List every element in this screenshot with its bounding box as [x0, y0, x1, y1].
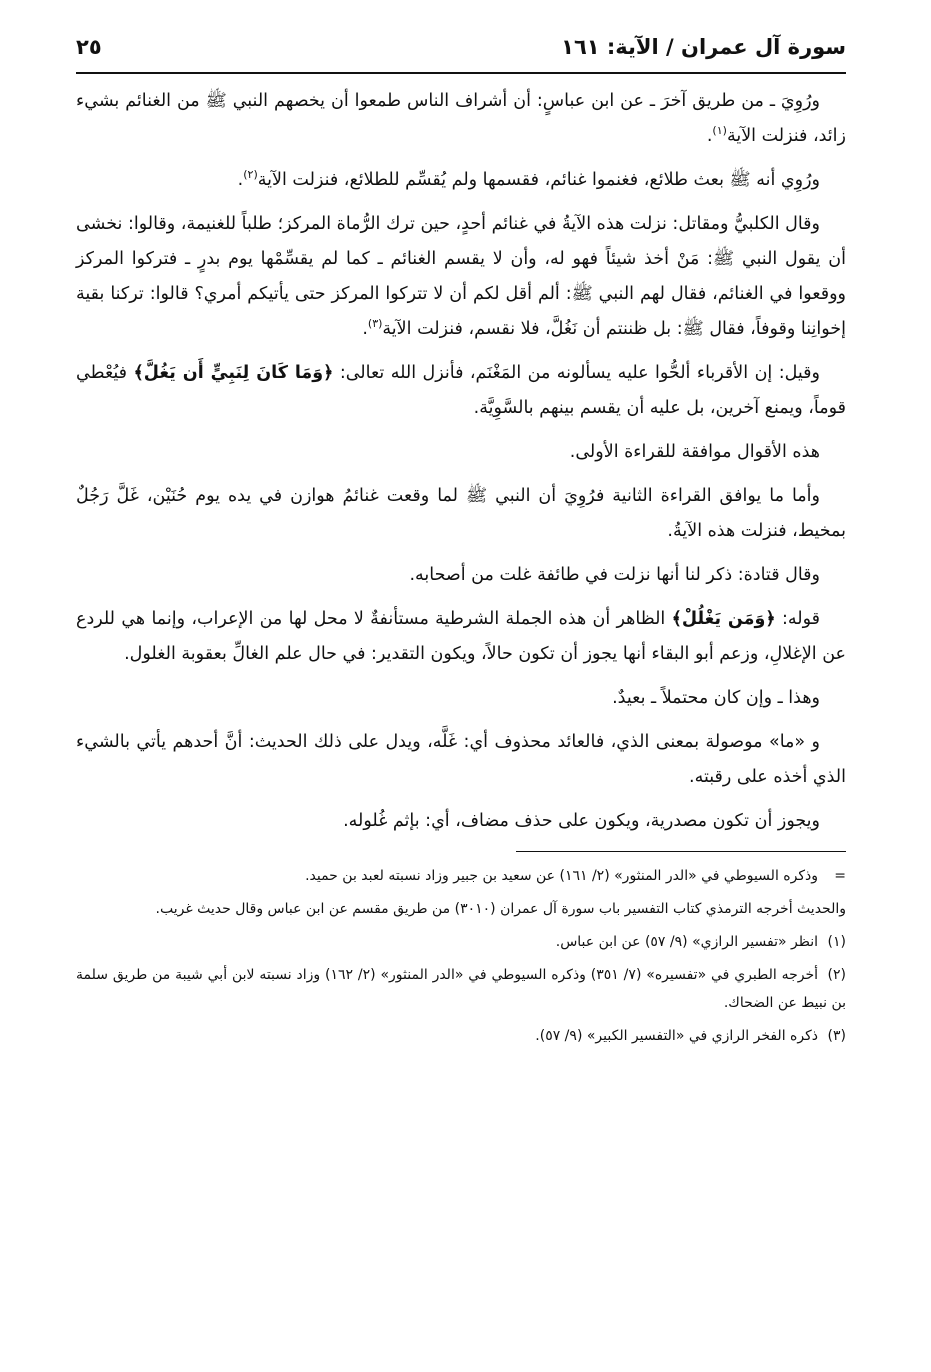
- footnote-number: (٢): [827, 967, 847, 983]
- footnote-ref: (٣): [367, 317, 383, 331]
- footnote-number: (٣): [827, 1028, 846, 1044]
- footnote: (١)انظر «تفسير الرازي» (٩/ ٥٧) عن ابن عباس.: [76, 928, 846, 956]
- quran-verse: ﴿وَمَا كَانَ لِنَبِيٍّ أَن يَغُلَّ﴾: [133, 363, 334, 383]
- paragraph: هذه الأقوال موافقة للقراءة الأولى.: [569, 442, 820, 462]
- running-title: سورة آل عمران / الآية: ١٦١: [561, 35, 846, 59]
- book-page: [76, 28, 846, 1348]
- paragraph: وهذا ـ وإن كان محتملاً ـ بعيدٌ.: [612, 688, 820, 708]
- paragraph: ورُوِيَ ـ من طريق آخرَ ـ عن ابن عباسٍ: أن أشراف الناس طمعوا أن يخصهم النبي ﷺ من الغنائم بشيء زائد، فنزلت الآية$^{(١)}$.: [76, 91, 846, 146]
- footnote-ref: (٢): [243, 168, 258, 182]
- quran-verse: ﴿وَمَن يَغْلُلْ﴾: [671, 609, 776, 629]
- footnote-divider: [516, 851, 846, 852]
- footnote-number: (١): [827, 934, 846, 950]
- page-number: ٢٥: [76, 35, 102, 59]
- paragraph: وقال الكلبيُّ ومقاتل: نزلت هذه الآيةُ في غنائم أحدٍ، حين ترك الرُّماة المركز؛ طلباً للغنيمة، وقالوا: نخشى أن يقول النبي ﷺ: مَنْ أخذ شيئاً فهو له، وأن لا يقسم الغنائم ـ كما لم يقسِّمْها يوم بدرٍ ـ فتركوا المركز ووقعوا في الغنائم، فقال لهم النبي ﷺ: ألم أقل لكم أن لا تتركوا المركز حتى يأتيكم أمري؟ قالوا: تركنا بقية إخوانِنا وقوفاً، فقال ﷺ: بل ظننتم أن نَغُلَّ، فلا نقسم، فنزلت الآية$^{(٣)}$.: [76, 214, 846, 339]
- paragraph: وقيل: إن الأقرباء ألحُّوا عليه يسألونه من المَغْنَم، فأنزل الله تعالى: ﴿وَمَا كَانَ لِنَبِيٍّ أَن يَغُلَّ﴾ فيُعْطي قوماً، ويمنع آخرين، بل عليه أن يقسم بينهم بالسَّوِيَّة.: [76, 363, 846, 418]
- footnote-continuation: =وذكره السيوطي في «الدر المنثور» (٢/ ١٦١) عن سعيد بن جبير وزاد نسبته لعبد بن حميد.: [76, 862, 846, 890]
- continuation-mark: =: [834, 868, 846, 884]
- footnote: (٣)ذكره الفخر الرازي في «التفسير الكبير» (٩/ ٥٧).: [76, 1022, 846, 1050]
- running-head: [76, 28, 846, 74]
- footnote: (٢)أخرجه الطبري في «تفسيره» (٧/ ٣٥١) وذكره السيوطي في «الدر المنثور» (٢/ ١٦٢) وزاد نسبته لابن أبي شيبة من طريق سلمة بن نبيط عن الضحاك.: [76, 961, 846, 1017]
- footnotes: [76, 862, 846, 1050]
- paragraph: ورُوِي أنه ﷺ بعث طلائع، فغنموا غنائم، فقسمها ولم يُقسِّم للطلائع، فنزلت الآية$^{(٢)}$.: [237, 168, 820, 190]
- paragraph: وقال قتادة: ذكر لنا أنها نزلت في طائفة غلت من أصحابه.: [409, 565, 820, 585]
- footnote-continuation: والحديث أخرجه الترمذي كتاب التفسير باب سورة آل عمران (٣٠١٠) من طريق مقسم عن ابن عباس وقال حديث غريب.: [155, 901, 846, 917]
- paragraph: ويجوز أن تكون مصدرية، ويكون على حذف مضاف، أي: بإثم غُلوله.: [343, 811, 820, 831]
- paragraph: قوله: ﴿وَمَن يَغْلُلْ﴾ الظاهر أن هذه الجملة الشرطية مستأنفةٌ لا محل لها من الإعراب، وإنما هي للردع عن الإغلالِ، وزعم أبو البقاء أنها يجوز أن تكون حالاً، ويكون التقدير: في حال علم الغالِّ بعقوبة الغلول.: [76, 609, 846, 664]
- paragraph: وأما ما يوافق القراءة الثانية فرُوِيَ أن النبي ﷺ لما وقعت غنائمُ هوازن في يده يوم حُنَيْن، غَلَّ رَجُلٌ بمخيط، فنزلت هذه الآيةُ.: [76, 486, 846, 541]
- main-text: [76, 84, 846, 839]
- footnote-ref: (١): [712, 124, 727, 138]
- paragraph: و «ما» موصولة بمعنى الذي، فالعائد محذوف أي: غَلَّه، ويدل على ذلك الحديث: أنَّ أحدهم يأتي بالشيء الذي أخذه على رقبته.: [76, 732, 846, 787]
